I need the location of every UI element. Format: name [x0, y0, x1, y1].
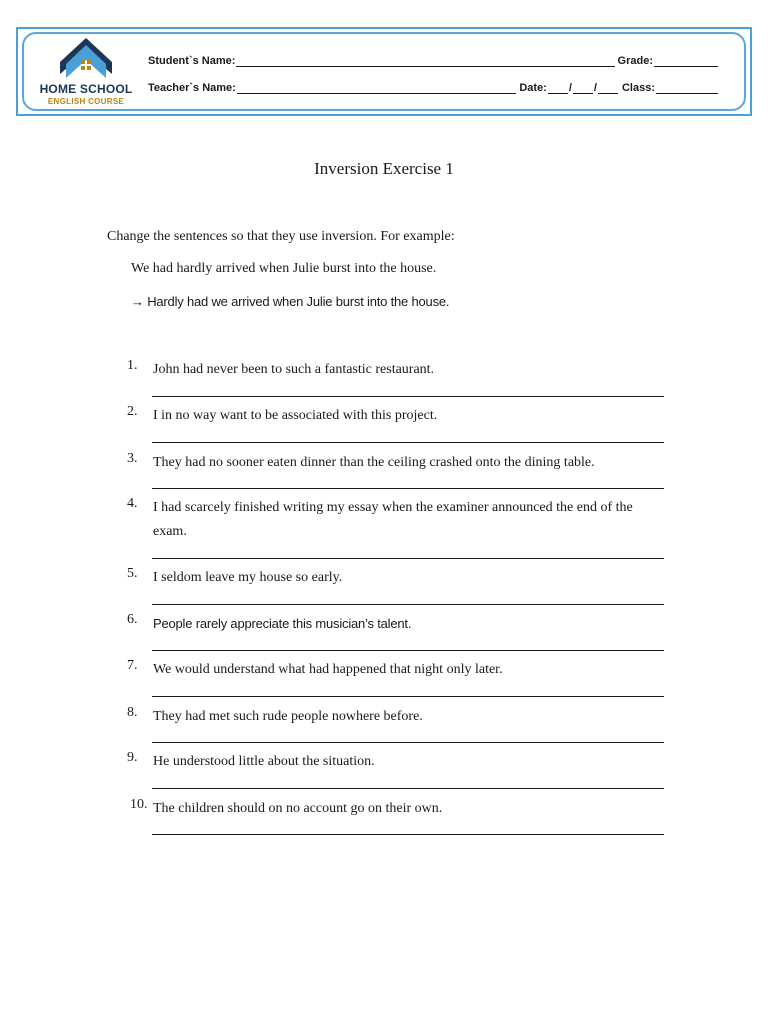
- answer-line[interactable]: [152, 396, 664, 397]
- answer-line[interactable]: [152, 742, 664, 743]
- answer-line[interactable]: [152, 442, 664, 443]
- question-number: 1.: [127, 358, 138, 373]
- house-book-icon: [54, 36, 118, 82]
- question-number: 2.: [127, 404, 138, 419]
- question-text: They had no sooner eaten dinner than the ceiling crashed onto the dining table.: [153, 455, 595, 470]
- question-text: I had scarcely finished writing my essay when the examiner announced the end of the: [153, 500, 633, 515]
- question-number: 4.: [127, 496, 138, 511]
- question-text: They had met such rude people nowhere before.: [153, 709, 423, 724]
- answer-line[interactable]: [152, 650, 664, 651]
- date-separator: /: [593, 82, 597, 94]
- question-number: 9.: [127, 750, 138, 765]
- teacher-name-blank[interactable]: [237, 83, 516, 94]
- class-blank[interactable]: [656, 83, 718, 94]
- date-separator: /: [568, 82, 572, 94]
- answer-line[interactable]: [152, 558, 664, 559]
- question-number: 3.: [127, 451, 138, 466]
- example-sentence: We had hardly arrived when Julie burst into the house.: [131, 261, 437, 276]
- question-number: 7.: [127, 658, 138, 673]
- answer-line[interactable]: [152, 488, 664, 489]
- student-name-label: Student`s Name:: [148, 55, 236, 67]
- question-text: John had never been to such a fantastic restaurant.: [153, 362, 435, 377]
- question-text: I seldom leave my house so early.: [153, 570, 343, 585]
- student-row: [148, 53, 718, 67]
- question-number: 10.: [130, 797, 148, 812]
- question-number: 8.: [127, 705, 138, 720]
- date-year-blank[interactable]: [598, 83, 618, 94]
- question-text: People rarely appreciate this musician’s talent.: [153, 616, 412, 631]
- answer-line[interactable]: [152, 696, 664, 697]
- student-name-blank[interactable]: [236, 56, 614, 67]
- question-text: We would understand what had happened that night only later.: [153, 662, 503, 677]
- page-title: Inversion Exercise 1: [314, 159, 454, 178]
- answer-line[interactable]: [152, 788, 664, 789]
- teacher-row: [148, 80, 718, 94]
- question-text: I in no way want to be associated with this project.: [153, 408, 438, 423]
- teacher-name-label: Teacher`s Name:: [148, 82, 236, 94]
- grade-blank[interactable]: [654, 56, 718, 67]
- school-logo: [32, 36, 140, 114]
- date-month-blank[interactable]: [573, 83, 593, 94]
- question-number: 5.: [127, 566, 138, 581]
- example-answer: → Hardly had we arrived when Julie burst into the house.: [131, 294, 450, 309]
- question-number: 6.: [127, 612, 138, 627]
- answer-line[interactable]: [152, 604, 664, 605]
- instructions: Change the sentences so that they use inversion. For example:: [107, 229, 455, 244]
- question-text-continued: exam.: [153, 524, 187, 539]
- header-frame: [22, 32, 746, 111]
- date-label: Date:: [519, 82, 547, 94]
- logo-subtitle: ENGLISH COURSE: [47, 97, 125, 106]
- grade-label: Grade:: [617, 55, 653, 67]
- question-text: The children should on no account go on their own.: [153, 801, 443, 816]
- worksheet-header: [16, 27, 752, 116]
- logo-title: HOME SCHOOL: [39, 82, 133, 96]
- answer-line[interactable]: [152, 834, 664, 835]
- class-label: Class:: [621, 82, 655, 94]
- date-day-blank[interactable]: [548, 83, 568, 94]
- question-text: He understood little about the situation.: [153, 754, 375, 769]
